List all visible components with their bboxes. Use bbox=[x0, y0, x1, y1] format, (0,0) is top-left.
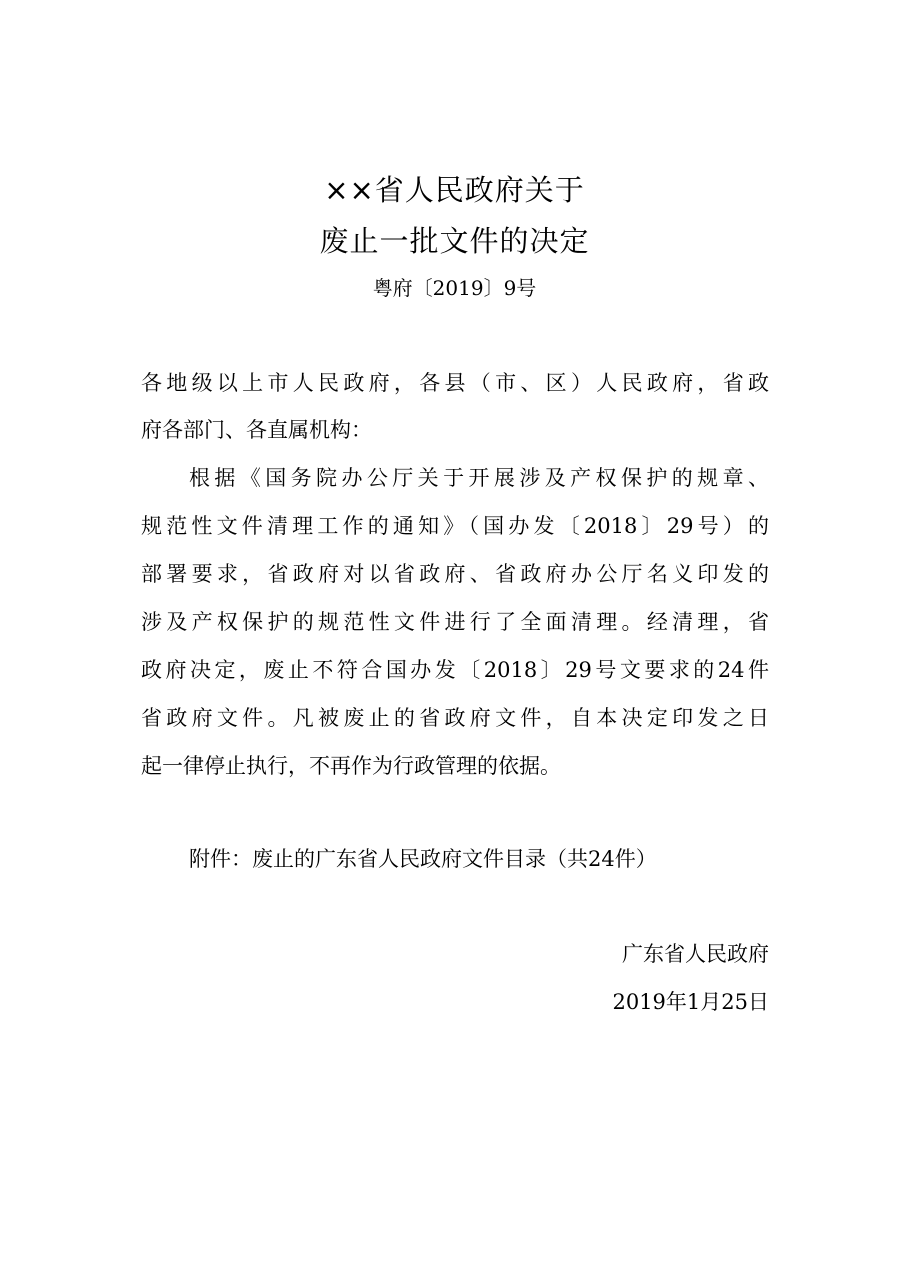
body-line: 规范性文件清理工作的通知》（国办发〔2018〕29号）的 bbox=[141, 514, 769, 538]
body-line: 各地级以上市人民政府，各县（市、区）人民政府，省政 bbox=[141, 371, 769, 395]
document-title-line-1: ××省人民政府关于 bbox=[324, 173, 585, 207]
body-line: 政府决定，废止不符合国办发〔2018〕29号文要求的24件 bbox=[141, 658, 769, 682]
document-title-line-2: 废止一批文件的决定 bbox=[319, 224, 590, 258]
issue-date: 2019年1月25日 bbox=[612, 990, 769, 1014]
body-line: 部署要求，省政府对以省政府、省政府办公厅名义印发的 bbox=[141, 562, 769, 586]
body-line: 根据《国务院办公厅关于开展涉及产权保护的规章、 bbox=[189, 466, 769, 490]
issuer-signature: 广东省人民政府 bbox=[622, 942, 769, 966]
attachment-note: 附件：废止的广东省人民政府文件目录（共24件） bbox=[189, 847, 657, 871]
body-line: 府各部门、各直属机构： bbox=[141, 418, 372, 442]
body-line: 涉及产权保护的规范性文件进行了全面清理。经清理，省 bbox=[141, 610, 769, 634]
document-number: 粤府〔2019〕9号 bbox=[372, 276, 537, 300]
body-line: 省政府文件。凡被废止的省政府文件，自本决定印发之日 bbox=[141, 706, 769, 730]
body-line: 起一律停止执行，不再作为行政管理的依据。 bbox=[141, 754, 561, 778]
